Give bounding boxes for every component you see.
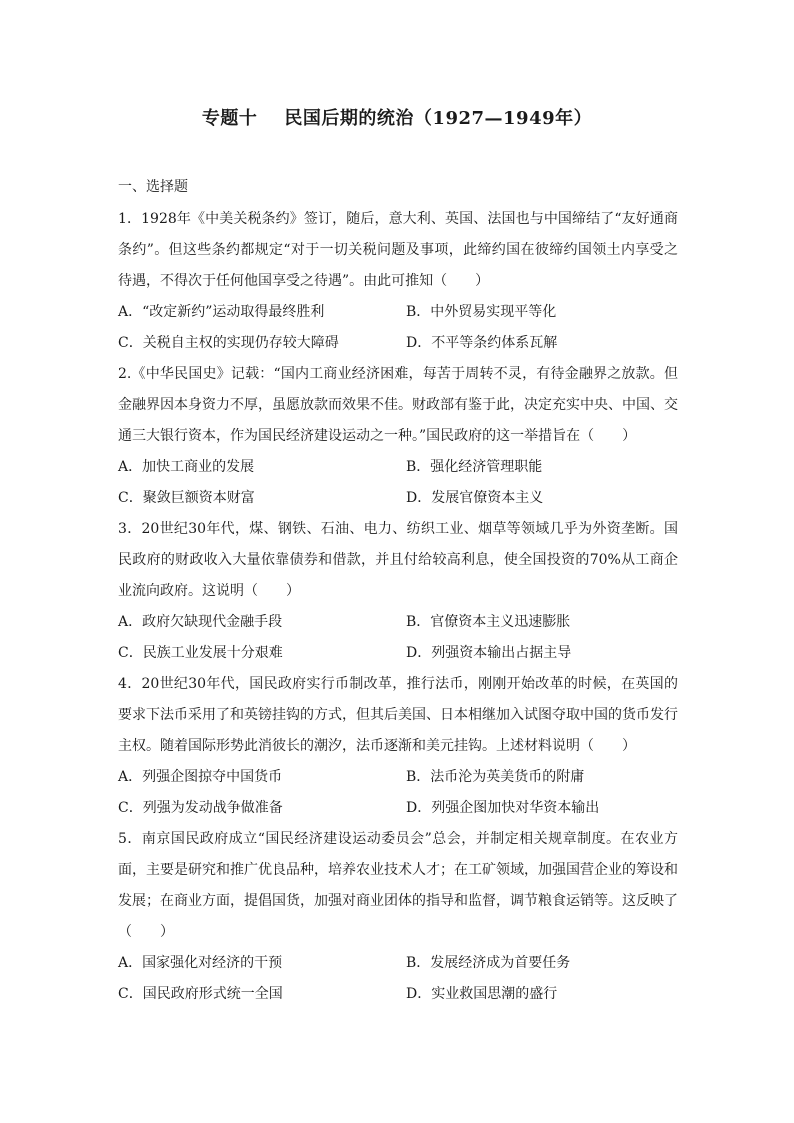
option-b: B．强化经济管理职能: [406, 459, 543, 475]
option-d: D．实业救国思潮的盛行: [406, 986, 558, 1002]
option-a: A．“改定新约”运动取得最终胜利: [118, 304, 325, 320]
option-b: B．官僚资本主义迅速膨胀: [406, 614, 571, 630]
option-b: B．法币沦为英美货币的附庸: [406, 769, 585, 785]
option-d: D．列强企图加快对华资本输出: [406, 800, 600, 816]
option-a: A．加快工商业的发展: [118, 459, 255, 475]
options-grid: [118, 297, 678, 359]
option-a: A．政府欠缺现代金融手段: [118, 614, 283, 630]
question-stem: 4．20世纪30年代，国民政府实行币制改革，推行法币，刚刚开始改革的时候，在英国的要求下法币采用了和英镑挂钩的方式，但其后美国、日本相继加入试图夺取中国的货币发行主权。随着国际形势此消彼长的潮汐，法币逐渐和美元挂钩。上述材料说明（ ）: [118, 676, 678, 754]
question-1: [118, 204, 678, 359]
question-5: [118, 824, 678, 1010]
option-c: C．国民政府形式统一全国: [118, 986, 283, 1002]
question-3: [118, 514, 678, 669]
options-grid: [118, 762, 678, 824]
options-grid: [118, 607, 678, 669]
option-b: B．中外贸易实现平等化: [406, 304, 557, 320]
option-d: D．列强资本输出占据主导: [406, 645, 572, 661]
option-a: A．列强企图掠夺中国货币: [118, 769, 283, 785]
options-grid: [118, 948, 678, 1010]
question-stem: 3．20世纪30年代，煤、钢铁、石油、电力、纺织工业、烟草等领域几乎为外资垄断。国民政府的财政收入大量依靠债券和借款，并且付给较高利息，使全国投资的70%从工商企业流向政府。这说明（ ）: [118, 521, 678, 599]
option-a: A．国家强化对经济的干预: [118, 955, 283, 971]
option-c: C．列强为发动战争做准备: [118, 800, 283, 816]
option-b: B．发展经济成为首要任务: [406, 955, 571, 971]
option-d: D．不平等条约体系瓦解: [406, 335, 558, 351]
question-stem: 5．南京国民政府成立“国民经济建设运动委员会”总会，并制定相关规章制度。在农业方面，主要是研究和推广优良品种，培养农业技术人才；在工矿领域，加强国营企业的筹设和发展；在商业方面，提倡国货，加强对商业团体的指导和监督，调节粮食运销等。这反映了（ ）: [118, 831, 678, 940]
question-2: [118, 359, 678, 514]
question-stem: 2.《中华民国史》记载：“国内工商业经济困难，每苦于周转不灵，有待金融界之放款。但金融界因本身资力不厚，虽愿放款而效果不佳。财政部有鉴于此，决定充实中央、中国、交通三大银行资本，作为国民经济建设运动之一种。”国民政府的这一举措旨在（ ）: [118, 366, 678, 444]
question-4: [118, 669, 678, 824]
option-d: D．发展官僚资本主义: [406, 490, 544, 506]
page-title: 专题十 民国后期的统治（1927—1949年）: [201, 108, 593, 129]
question-stem: 1．1928年《中美关税条约》签订，随后，意大利、英国、法国也与中国缔结了“友好通商条约”。但这些条约都规定“对于一切关税问题及事项，此缔约国在彼缔约国领土内享受之待遇，不得次于任何他国享受之待遇”。由此可推知（ ）: [118, 211, 678, 289]
option-c: C．关税自主权的实现仍存较大障碍: [118, 335, 339, 351]
option-c: C．聚敛巨额资本财富: [118, 490, 255, 506]
section-heading: 一、选择题: [118, 179, 188, 195]
option-c: C．民族工业发展十分艰难: [118, 645, 283, 661]
options-grid: [118, 452, 678, 514]
question-list: [118, 174, 678, 1010]
